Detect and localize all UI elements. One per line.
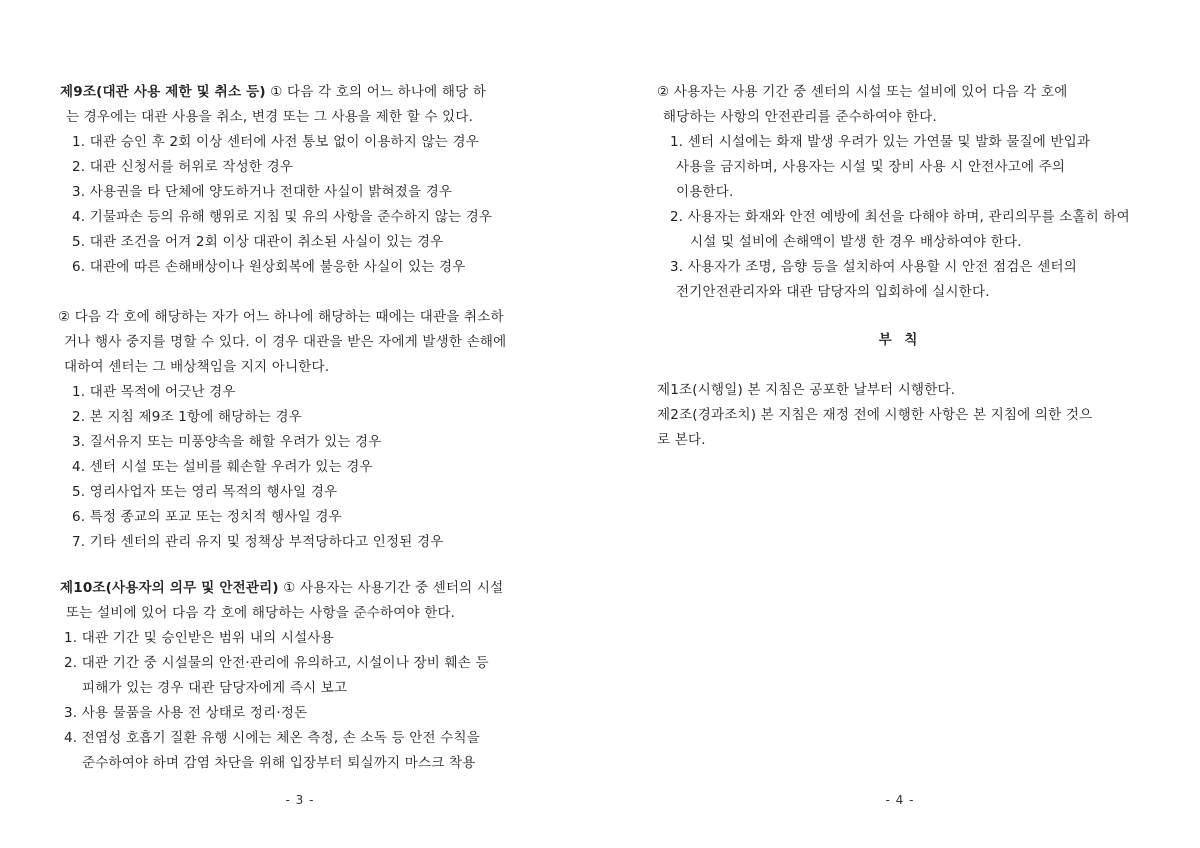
right-item-1-cont-2: 이용한다. [676,184,734,200]
article9-para2-item-3: 3. 질서유지 또는 미풍양속을 해할 우려가 있는 경우 [72,434,382,450]
article9-item-4: 4. 기물파손 등의 유해 행위로 지침 및 유의 사항을 준수하지 않는 경우 [72,209,493,225]
article9-para1-start: ① 다음 각 호의 어느 하나에 해당 하 [270,84,487,100]
article10-item-2-cont: 피해가 있는 경우 대관 담당자에게 즉시 보고 [82,680,348,696]
article9-item-6: 6. 대관에 따른 손해배상이나 원상회복에 불응한 사실이 있는 경우 [72,259,466,275]
article10-item-1: 1. 대관 기간 및 승인받은 범위 내의 시설사용 [64,630,334,646]
article9-para2-item-6: 6. 특정 종교의 포교 또는 정치적 행사일 경우 [72,509,342,525]
article9-para2-item-4: 4. 센터 시설 또는 설비를 훼손할 우려가 있는 경우 [72,459,373,475]
article10-item-2: 2. 대관 기간 중 시설물의 안전·관리에 유의하고, 시설이나 장비 훼손 등 [64,655,489,671]
article9-item-3: 3. 사용권을 타 단체에 양도하거나 전대한 사실이 밝혀졌을 경우 [72,184,453,200]
addendum-article-2-cont: 로 본다. [657,432,706,448]
article10-first-line [60,579,503,597]
article10-item-4-cont: 준수하여야 하며 감염 차단을 위해 입장부터 퇴실까지 마스크 착용 [82,755,476,771]
article9-para1-cont: 는 경우에는 대관 사용을 취소, 변경 또는 그 사용을 제한 할 수 있다. [66,109,474,125]
article9-para2-line-2: 거나 행사 중지를 명할 수 있다. 이 경우 대관을 받은 자에게 발생한 손해에 [64,334,507,350]
article9-item-1: 1. 대관 승인 후 2회 이상 센터에 사전 통보 없이 이용하지 않는 경우 [72,134,479,150]
article9-para2-item-2: 2. 본 지침 제9조 1항에 해당하는 경우 [72,409,302,425]
page-number-left: - 3 - [285,793,315,807]
article9-item-2: 2. 대관 신청서를 허위로 작성한 경우 [72,159,294,175]
article10-item-4: 4. 전염성 호흡기 질환 유행 시에는 체온 측정, 손 소독 등 안전 수칙을 [64,730,480,746]
article10-para1-cont: 또는 설비에 있어 다음 각 호에 해당하는 사항을 준수하여야 한다. [66,605,456,621]
article9-para2-item-7: 7. 기타 센터의 관리 유지 및 정책상 부적당하다고 인정된 경우 [72,534,444,550]
article9-para2-item-5: 5. 영리사업자 또는 영리 목적의 행사일 경우 [72,484,338,500]
article9-para2-line-1: ② 다음 각 호에 해당하는 자가 어느 하나에 해당하는 때에는 대관을 취소하 [58,309,504,325]
page-number-right: - 4 - [885,793,915,807]
article9-para2-item-1: 1. 대관 목적에 어긋난 경우 [72,384,236,400]
right-item-1-cont: 사용을 금지하며, 사용자는 시설 및 장비 사용 시 안전사고에 주의 [676,159,1066,175]
article10-item-3: 3. 사용 물품을 사용 전 상태로 정리·정돈 [64,705,308,721]
right-item-2: 2. 사용자는 화재와 안전 예방에 최선을 다해야 하며, 관리의무를 소홀히 하여 [670,209,1130,225]
article9-first-line [60,83,486,101]
addendum-article-1: 제1조(시행일) 본 지침은 공포한 날부터 시행한다. [657,382,956,398]
right-item-3-cont: 전기안전관리자와 대관 담당자의 입회하에 실시한다. [676,284,990,300]
right-page [600,0,1200,848]
article9-para2-line-3: 대하여 센터는 그 배상책임을 지지 아니한다. [64,359,330,375]
right-item-2-cont: 시설 및 설비에 손해액이 발생 한 경우 배상하여야 한다. [690,234,1022,250]
article9-heading: 제9조(대관 사용 제한 및 취소 등) [60,84,266,100]
article10-para2-line-2: 해당하는 사항의 안전관리를 준수하여야 한다. [663,109,938,125]
article10-heading: 제10조(사용자의 의무 및 안전관리) [60,580,279,596]
addendum-article-2: 제2조(경과조치) 본 지침은 재정 전에 시행한 사항은 본 지침에 의한 것으 [657,407,1093,423]
addendum-title: 부 칙 [878,332,922,348]
article9-item-5: 5. 대관 조건을 어겨 2회 이상 대관이 취소된 사실이 있는 경우 [72,234,444,250]
article10-para1-start: ① 사용자는 사용기간 중 센터의 시설 [283,580,504,596]
right-item-3: 3. 사용자가 조명, 음향 등을 설치하여 사용할 시 안전 점검은 센터의 [670,259,1077,275]
article10-para2-line-1: ② 사용자는 사용 기간 중 센터의 시설 또는 설비에 있어 다음 각 호에 [657,84,1068,100]
right-item-1: 1. 센터 시설에는 화재 발생 우려가 있는 가연물 및 발화 물질에 반입과 [670,134,1091,150]
